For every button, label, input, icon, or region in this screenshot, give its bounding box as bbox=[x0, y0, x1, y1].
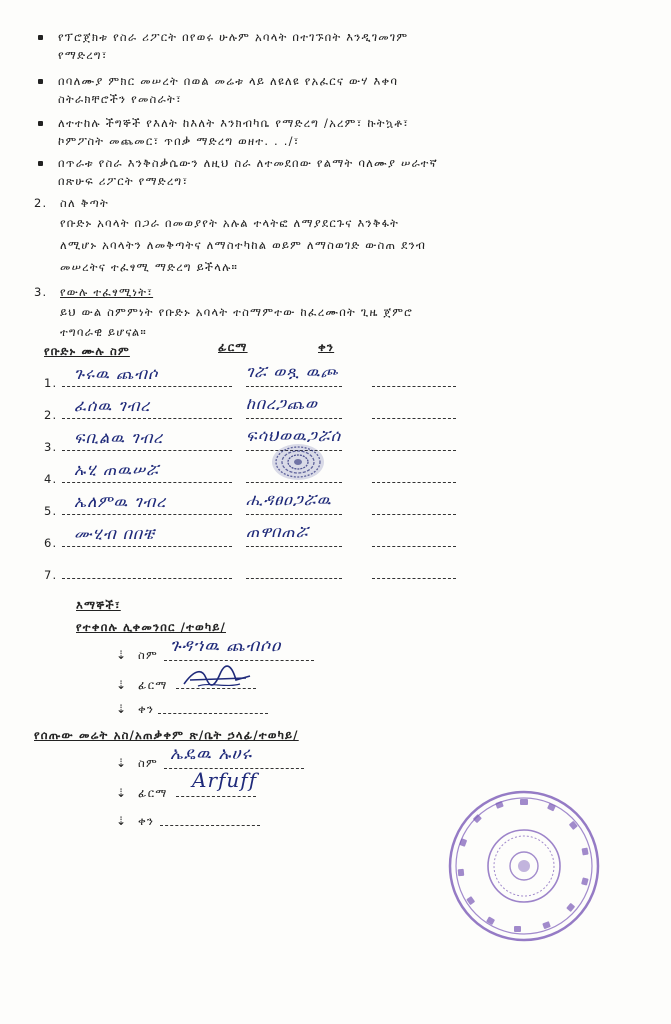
receiver-name-handwriting: ጉዳኀዉ ጨብሶዐ bbox=[170, 636, 282, 656]
bullet-line: የፕሮጀክቱ የስራ ሪፖርት በየወሩ ሁሉም አባላት በተገኙበት እንዲገመገም bbox=[58, 30, 409, 44]
bullet-line: በጥራቱ የስራ እንቅስቃሴውን ለዚህ ስራ ለተመደበው የልማት ባለሙያ ሠራተኛ bbox=[58, 156, 439, 170]
member-signature-line bbox=[246, 578, 342, 579]
member-name-handwriting: ኡሂ ጠዉሠሯ bbox=[74, 460, 160, 479]
member-name-handwriting: ፍቢልዉ ገብረ bbox=[74, 428, 164, 447]
receiver-title: የተቀበሉ ሊቀመንበር /ተወካይ/ bbox=[76, 620, 226, 634]
giver-name-handwriting: ኤዴዉ ኡሀሩ bbox=[170, 744, 253, 764]
member-signature-handwriting: ሒዳፀዐጋሯዉ bbox=[246, 490, 332, 509]
member-row-number: 3. bbox=[44, 440, 58, 454]
member-date-line bbox=[372, 578, 456, 579]
member-name-handwriting: ፈሰዉ ገብረ bbox=[74, 396, 151, 415]
member-date-line bbox=[372, 418, 456, 419]
member-row-number: 4. bbox=[44, 472, 58, 486]
member-date-line bbox=[372, 386, 456, 387]
giver-signature-label: ፊርማ bbox=[138, 786, 168, 800]
section-3-number: 3. bbox=[34, 285, 48, 299]
section-2-line-2: ለሚሆኑ አባላትን ለመቅጣትና ለማስተካከል ወይም ለማስወገድ ውስጠ ደንብ bbox=[60, 238, 427, 252]
giver-date-label: ቀን bbox=[138, 814, 155, 828]
member-row-number: 2. bbox=[44, 408, 58, 422]
fingerprint-mark bbox=[268, 440, 328, 484]
arrow-down-icon: ⇣ bbox=[116, 814, 127, 828]
member-signature-handwriting: ከበረጋጨወ bbox=[246, 394, 318, 413]
giver-name-label: ስም bbox=[138, 756, 158, 770]
receiver-date-label: ቀን bbox=[138, 702, 155, 716]
section-2-number: 2. bbox=[34, 196, 48, 210]
giver-signature: Arfuff bbox=[192, 768, 258, 792]
section-3-title: የውሉ ተፈፃሚነት፣ bbox=[60, 285, 154, 299]
bullet-line: ለተተከሉ ችግኞች የእለት ከእለት እንክብካቤ የማድረግ /አረም፣ ኩትኳቶ፣ bbox=[58, 116, 410, 130]
member-name-line bbox=[62, 450, 232, 451]
section-2-line-1: የቡድኑ አባላት በጋራ በመወያየት አሉል ተላትፎ ለማያደርጉና እንቅፋት bbox=[60, 216, 400, 230]
bullet-line: በባለሙያ ምክር መሠረት በወል መሬቱ ላይ ለዩለዩ የአፈርና ውሃ እቀባ bbox=[58, 74, 399, 88]
section-2-title: ስለ ቅጣት bbox=[60, 196, 109, 210]
bullet-icon bbox=[38, 121, 43, 126]
member-name-line bbox=[62, 546, 232, 547]
receiver-signature bbox=[180, 664, 260, 694]
giver-title: የሰጡው መሬት አስ/አጠቃቀም ጽ/ቤት ኃላፊ/ተወካይ/ bbox=[34, 728, 299, 742]
bullet-line: የማድረግ፣ bbox=[58, 48, 108, 62]
receiver-name-line bbox=[164, 660, 314, 661]
member-name-line bbox=[62, 514, 232, 515]
member-name-line bbox=[62, 578, 232, 579]
receiver-name-label: ስም bbox=[138, 648, 158, 662]
receiver-signature-line bbox=[176, 688, 256, 689]
member-row-number: 6. bbox=[44, 536, 58, 550]
member-row-number: 7. bbox=[44, 568, 58, 582]
bullet-icon bbox=[38, 35, 43, 40]
giver-signature-line bbox=[176, 796, 256, 797]
member-name-handwriting: ጉሩዉ ጨብሶ bbox=[74, 364, 159, 383]
member-signature-line bbox=[246, 546, 342, 547]
member-name-line bbox=[62, 482, 232, 483]
witnesses-title: እማኞች፣ bbox=[76, 598, 121, 612]
member-signature-handwriting: ገሯ ወጿ ዉጮ bbox=[246, 362, 339, 381]
member-name-line bbox=[62, 418, 232, 419]
member-name-handwriting: ሙሂብ በበቼ bbox=[74, 524, 156, 543]
member-row-number: 5. bbox=[44, 504, 58, 518]
section-2-line-3: መሠረትና ተፈፃሚ ማድረግ ይችላሉ። bbox=[60, 260, 239, 274]
section-3-line-2: ተግባራዊ ይሆናል። bbox=[60, 325, 147, 339]
receiver-signature-label: ፊርማ bbox=[138, 678, 168, 692]
arrow-down-icon: ⇣ bbox=[116, 648, 127, 662]
member-signature-line bbox=[246, 514, 342, 515]
bullet-line: ኮምፖስት መጨመር፣ ጥበቃ ማድረግ ወዘተ. . ./፣ bbox=[58, 134, 300, 148]
member-date-line bbox=[372, 450, 456, 451]
arrow-down-icon: ⇣ bbox=[116, 756, 127, 770]
official-stamp bbox=[444, 786, 604, 946]
member-row-number: 1. bbox=[44, 376, 58, 390]
receiver-date-line bbox=[158, 713, 268, 714]
bullet-icon bbox=[38, 79, 43, 84]
member-date-line bbox=[372, 482, 456, 483]
members-header-name: የቡድኑ ሙሉ ስም bbox=[44, 344, 130, 358]
member-signature-line bbox=[246, 418, 342, 419]
member-name-handwriting: ኤለምዉ ገብረ bbox=[74, 492, 167, 511]
member-name-line bbox=[62, 386, 232, 387]
member-date-line bbox=[372, 514, 456, 515]
bullet-line: በጽሁፍ ሪፖርት የማድረግ፣ bbox=[58, 174, 189, 188]
member-signature-handwriting: ጠዋበጠሯ bbox=[246, 522, 309, 541]
giver-date-line bbox=[160, 825, 260, 826]
member-signature-handwriting: ፍሳህወዉጋሯሰ bbox=[246, 426, 342, 445]
bullet-icon bbox=[38, 161, 43, 166]
arrow-down-icon: ⇣ bbox=[116, 702, 127, 716]
member-date-line bbox=[372, 546, 456, 547]
members-header-signature: ፊርማ bbox=[218, 340, 248, 354]
bullet-line: ስትራክቸሮችን የመስራት፣ bbox=[58, 92, 182, 106]
arrow-down-icon: ⇣ bbox=[116, 678, 127, 692]
arrow-down-icon: ⇣ bbox=[116, 786, 127, 800]
member-signature-line bbox=[246, 386, 342, 387]
members-header-date: ቀን bbox=[318, 340, 335, 354]
section-3-line-1: ይህ ውል ስምምነት የቡድኑ አባላት ተስማምተው ከፈረሙበት ጊዜ ጀምሮ bbox=[60, 305, 414, 319]
